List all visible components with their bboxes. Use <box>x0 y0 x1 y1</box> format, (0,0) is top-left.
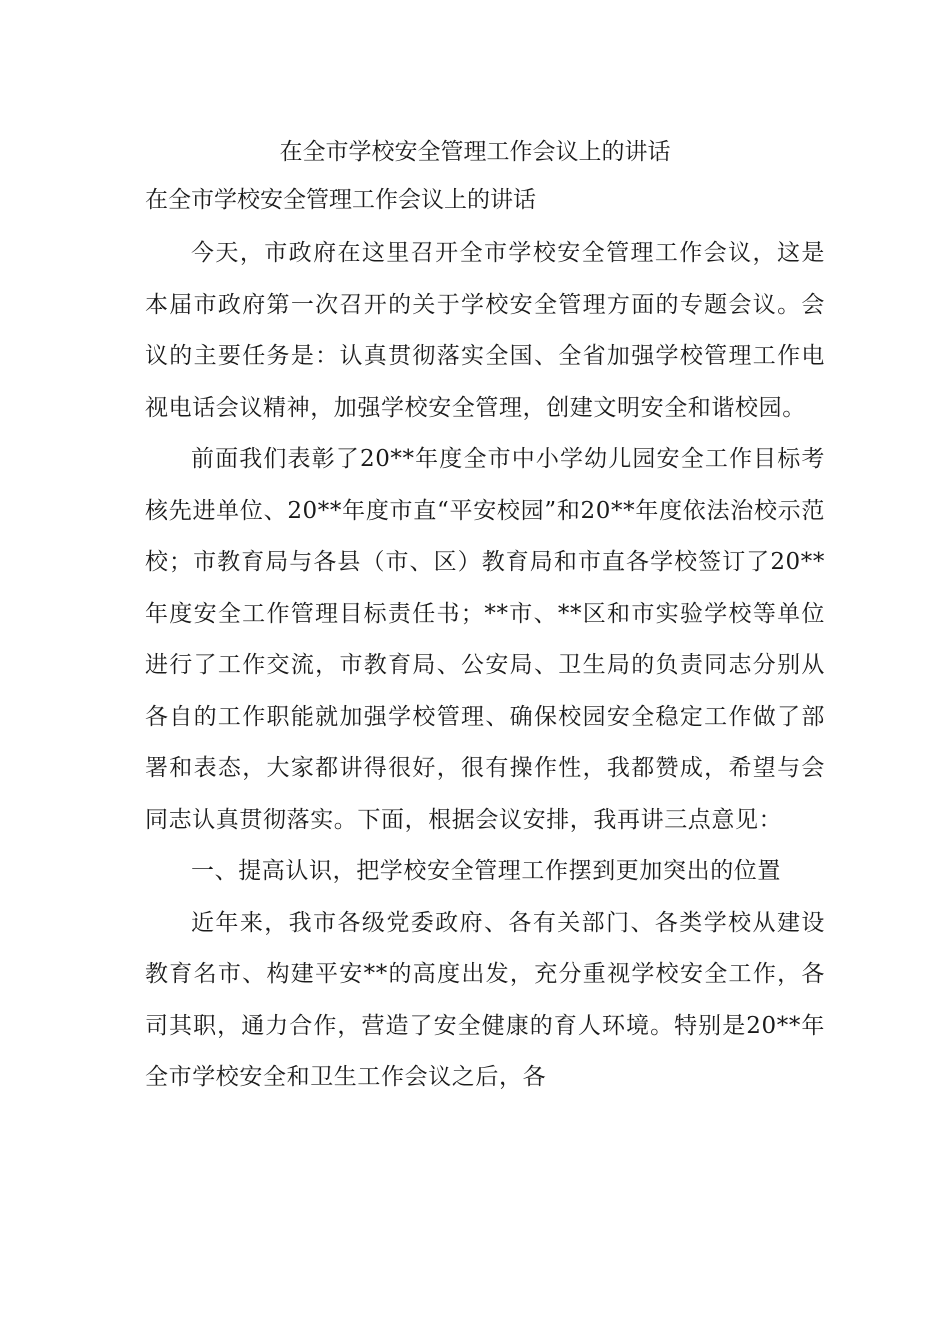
document-title: 在全市学校安全管理工作会议上的讲话 <box>279 139 671 165</box>
paragraph-opening: 今天，市政府在这里召开全市学校安全管理工作会议，这是本届市政府第一次召开的关于学校安全管理方面的专题会议。会议的主要任务是：认真贯彻落实全国、全省加强学校管理工作电视电话会议精神，加强学校安全管理，创建文明安全和谐校园。 <box>145 240 825 421</box>
paragraph-commendation: 前面我们表彰了20**年度全市中小学幼儿园安全工作目标考核先进单位、20**年度市直“平安校园”和20**年度依法治校示范校；市教育局与各县（市、区）教育局和市直各学校签订了20**年度安全工作管理目标责任书；**市、**区和市实验学校等单位进行了工作交流，市教育局、公安局、卫生局的负责同志分别从各自的工作职能就加强学校管理、确保校园安全稳定工作做了部署和表态，大家都讲得很好，很有操作性，我都赞成，希望与会同志认真贯彻落实。下面，根据会议安排，我再讲三点意见： <box>145 446 825 833</box>
document-subtitle: 在全市学校安全管理工作会议上的讲话 <box>145 187 536 213</box>
paragraph-section-intro: 近年来，我市各级党委政府、各有关部门、各类学校从建设教育名市、构建平安**的高度出发，充分重视学校安全工作，各司其职，通力合作，营造了安全健康的育人环境。特别是20**年全市学校安全和卫生工作会议之后，各 <box>145 909 825 1090</box>
section-heading: 一、提高认识，把学校安全管理工作摆到更加突出的位置 <box>191 858 781 884</box>
document-body <box>145 228 825 1104</box>
